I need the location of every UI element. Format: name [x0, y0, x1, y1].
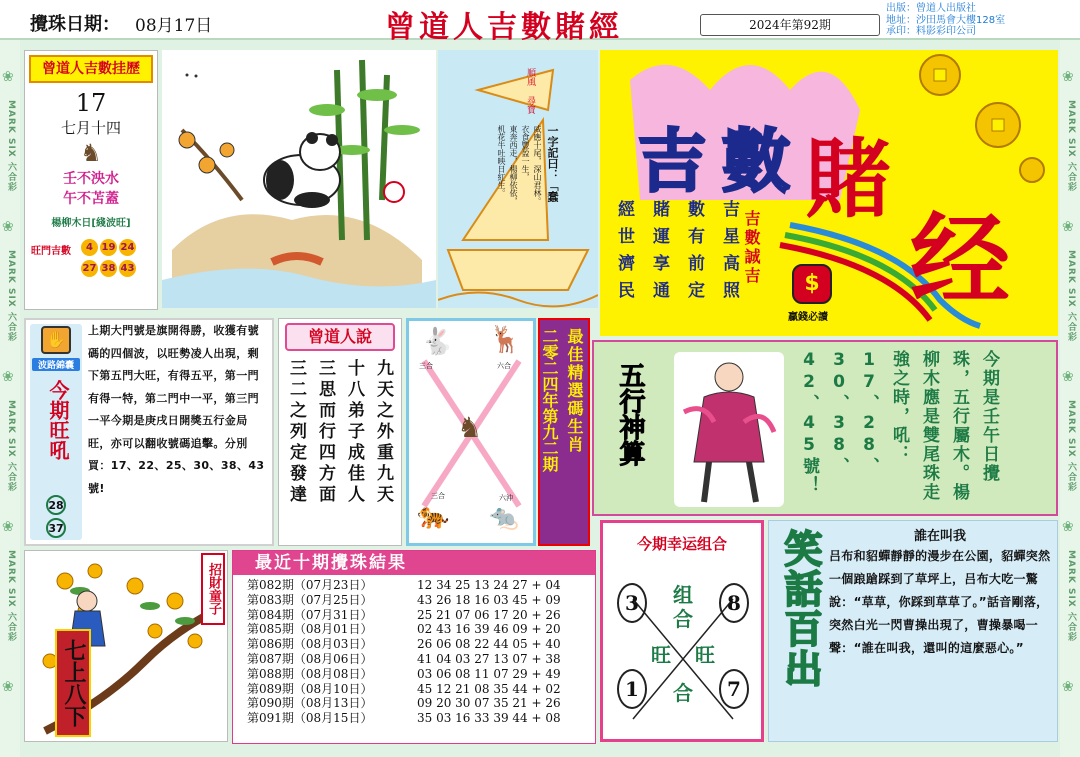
lucky-numbers-label: 旺門吉數: [31, 246, 71, 257]
tiger-icon: 🐅: [417, 501, 450, 531]
right-border-strip: [1060, 40, 1080, 757]
brand-column: 賭運享通: [649, 200, 669, 308]
results-row: 第084期（07月31日） 25 21 07 06 17 20 + 26: [247, 607, 561, 622]
lucky-combo-title: 今期幸运组合: [636, 535, 727, 553]
clover-icon: ❀: [2, 679, 14, 695]
brand-char-3: 賭: [805, 130, 891, 230]
says-column: 三思而行四方面: [315, 359, 335, 506]
brand-column: 經世濟民: [614, 200, 634, 308]
wuxing-text: 今期是壬午日攪珠，五行屬木。楊柳木應是雙尾珠走強之時，吼：17、28、30、38、42、45號！: [799, 350, 999, 502]
brand-columns: [612, 200, 742, 308]
results-row: 第083期（07月25日） 43 26 18 16 03 45 + 09: [247, 592, 561, 607]
side-watermark: MARK SIX 六合彩: [6, 100, 16, 192]
lamp-icon: ✋: [41, 326, 71, 354]
says-column: 十八弟子成佳人: [344, 359, 364, 506]
side-watermark: MARK SIX 六合彩: [1066, 400, 1076, 492]
lucky-number-ball: 27: [81, 260, 98, 277]
sail-poem-line: 一字記曰：「蠢: [546, 125, 559, 202]
issue-number: 2024年第92期: [700, 14, 880, 36]
results-row: 第091期（08月15日） 35 03 16 33 39 44 + 08: [247, 711, 561, 726]
sail-poem: [496, 125, 560, 240]
animal-label: 三合: [419, 362, 433, 370]
lucky-num-3: 1: [617, 669, 647, 709]
brand-panel: [600, 50, 1058, 336]
side-watermark: MARK SIX 六合彩: [1066, 250, 1076, 342]
brand-column: 數有前定: [684, 200, 704, 308]
wang-title: 今期旺吼: [46, 380, 70, 460]
calendar-lunar: 七月十四: [60, 119, 121, 137]
results-row: 第090期（08月13日） 09 20 30 07 35 21 + 26: [247, 696, 561, 711]
draw-date-label: 攪珠日期：: [30, 14, 120, 35]
results-row: 第088期（08月08日） 03 06 08 11 07 29 + 49: [247, 666, 561, 681]
lucky-number-ball: 24: [119, 239, 136, 256]
rat-icon: 🐀: [489, 503, 519, 531]
lucky-number-ball: 19: [100, 239, 117, 256]
wang-text: 上期大門號是旗開得勝，收獲有號碼的四個波，以旺勢凌人出現，剩下第五門大旺，有得五平，第一門有得一特，第二門中一平，第三門一平今期是庚戌日開獎五行金局旺，亦可以翻收號碼追擊。分別買：17、22、25、30、38、43號!: [88, 324, 265, 495]
clover-icon: ❀: [1062, 69, 1074, 85]
wuxing-title: 五行神算: [615, 362, 645, 466]
brand-char-2: 數: [722, 123, 791, 202]
zhaocai-badge: 招財童子: [201, 553, 225, 625]
joke-heading: 誰在叫我: [913, 529, 966, 544]
calendar-verse-1: 壬不泱水: [63, 171, 119, 187]
sail-poem-line: 衣食豐盈一生，: [521, 125, 530, 181]
side-watermark: MARK SIX 六合彩: [6, 400, 16, 492]
left-border-strip: [0, 40, 20, 757]
joke-text: 吕布和貂蟬靜靜的漫步在公園，貂蟬突然一個踉蹌踩到了草坪上，吕布大吃一驚說：“草草，你踩到草草了。”話音剛落，突然白光一閃曹操出現了，曹操暴喝一聲：“誰在叫我，還叫的這麼惡心。”: [829, 549, 1051, 655]
says-panel: [278, 318, 402, 546]
results-row: 第087期（08月06日） 41 04 03 27 13 07 + 38: [247, 651, 561, 666]
lucky-numbers-row: [31, 239, 157, 277]
wuxing-panel: [592, 340, 1058, 516]
sailboat-panel: [438, 50, 598, 308]
lucky-number-ball: 4: [81, 239, 98, 256]
sail-flag-text: 順風 尋寶: [525, 68, 535, 114]
wang-panel: [24, 318, 274, 546]
results-row: 第082期（07月23日） 12 34 25 13 24 27 + 04: [247, 578, 561, 592]
brand-char-4: 经: [910, 202, 1010, 319]
zhaocai-title: 七上八下: [55, 629, 91, 737]
says-columns: [279, 359, 401, 506]
horse-icon: ♞: [80, 139, 102, 167]
lucky-number-ball: 38: [100, 260, 117, 277]
results-table: [233, 575, 595, 726]
rabbit-icon: 🐇: [421, 327, 454, 357]
panda-illustration: [162, 50, 436, 308]
animal-label: 三合: [431, 492, 445, 500]
side-watermark: MARK SIX 六合彩: [6, 550, 16, 642]
lucky-number-ball: 43: [119, 260, 136, 277]
wang-badge: 波路錦囊: [32, 358, 80, 371]
clover-icon: ❀: [1062, 519, 1074, 535]
wang-ball-1: 28: [46, 495, 66, 515]
animal-label: 六沖: [499, 494, 513, 502]
animals-panel: [406, 318, 536, 546]
clover-icon: ❀: [2, 219, 14, 235]
calendar-day: 17: [75, 89, 107, 117]
calendar-verse-2: 午不苫蓋: [63, 191, 119, 207]
wang-ball-2: 37: [46, 518, 66, 538]
horse-icon: ♞: [457, 411, 483, 444]
clover-icon: ❀: [1062, 679, 1074, 695]
results-row: 第085期（08月01日） 02 43 16 39 46 09 + 20: [247, 622, 561, 637]
says-column: 三二之列定發達: [286, 359, 306, 506]
page-title: 曾道人吉數賭經: [385, 10, 623, 45]
lucky-char-mid: 合: [673, 607, 693, 631]
wuxing-text-box: [788, 342, 1056, 514]
lucky-combo-panel: [600, 520, 764, 742]
says-title: 曾道人說: [285, 323, 395, 351]
lucky-num-1: 3: [617, 583, 647, 623]
sail-poem-line: 威應十尾，深山君林。: [533, 125, 542, 205]
brand-char-1: 吉: [638, 123, 707, 202]
joke-panel: [768, 520, 1058, 742]
deer-icon: 🦌: [489, 325, 522, 355]
clover-icon: ❀: [2, 369, 14, 385]
says-column: 九天之外重九天: [373, 359, 393, 506]
sail-poem-line: 東奔西走，楊柳依依，: [509, 125, 518, 205]
money-bag-icon: $: [792, 264, 832, 304]
wuxing-figure: [674, 352, 784, 507]
lucky-char-bottom: 合: [673, 681, 693, 705]
side-watermark: MARK SIX 六合彩: [6, 250, 16, 342]
pick-panel: [538, 318, 590, 546]
zhaocai-panel: [24, 550, 228, 742]
clover-icon: ❀: [2, 69, 14, 85]
calendar-heading: 曾道人吉數挂歷: [29, 55, 153, 83]
calendar-panel: [24, 50, 158, 310]
publisher-info: 出版：曾道人出版社 地址：沙田馬會大樓128室 承印：料影彩印公司: [886, 3, 1006, 37]
sail-poem-line: 机花牛吐映日紅生。: [497, 125, 506, 197]
clover-icon: ❀: [2, 519, 14, 535]
results-row: 第086期（08月03日） 26 06 08 22 44 05 + 40: [247, 637, 561, 652]
lucky-char-right: 旺: [695, 643, 715, 667]
draw-date-value: 08月17日: [135, 16, 213, 36]
results-row: 第089期（08月10日） 45 12 21 08 35 44 + 02: [247, 681, 561, 696]
calendar-verse-3: 楊柳木日[綫波旺]: [51, 218, 131, 229]
lucky-num-4: 7: [719, 669, 749, 709]
side-watermark: MARK SIX 六合彩: [1066, 550, 1076, 642]
brand-column: 吉星高照: [719, 200, 739, 308]
clover-icon: ❀: [1062, 369, 1074, 385]
clover-icon: ❀: [1062, 219, 1074, 235]
animal-label: 六合: [497, 362, 511, 370]
lucky-char-left: 旺: [651, 643, 671, 667]
joke-title: 笑話百出: [778, 529, 822, 689]
side-watermark: MARK SIX 六合彩: [1066, 100, 1076, 192]
brand-side-label: 吉數誠吉: [742, 210, 761, 286]
lucky-num-2: 8: [719, 583, 749, 623]
pick-column-1: 二零二四年第九二期: [540, 328, 559, 472]
pick-column-2: 最佳精選碼生肖: [565, 328, 584, 454]
lucky-char-top: 组: [673, 583, 693, 607]
brand-badge: 贏錢必讀: [788, 312, 828, 323]
results-heading: 最近十期攪珠結果: [233, 551, 595, 575]
results-panel: [232, 550, 596, 744]
pick-columns: [540, 320, 588, 480]
